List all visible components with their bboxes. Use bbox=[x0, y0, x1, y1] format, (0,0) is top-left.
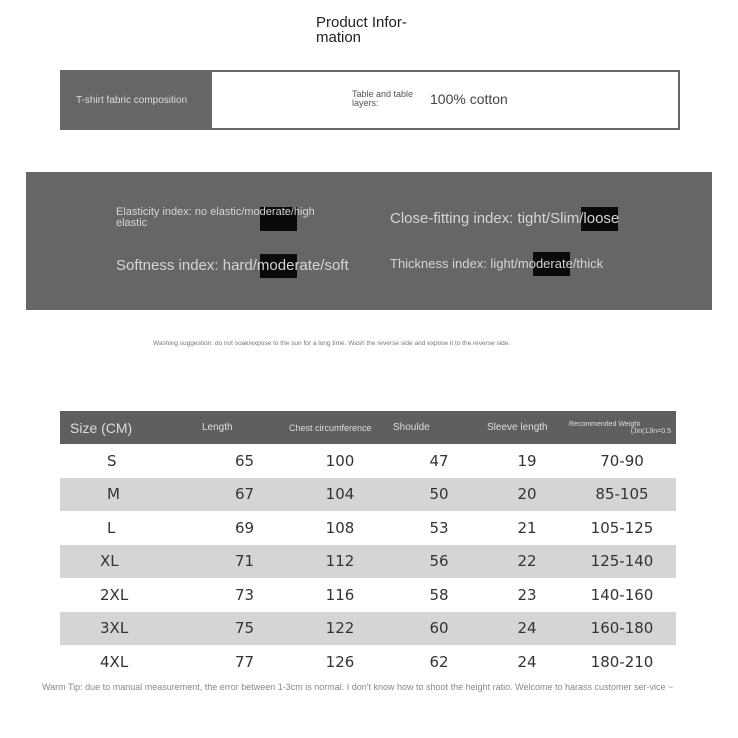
elasticity-index: Elasticity index: no elastic/moderate/high elastic bbox=[116, 206, 315, 229]
close-fitting-index: Close-fitting index: tight/Slim/loose bbox=[390, 210, 620, 227]
fabric-composition-box bbox=[60, 70, 680, 130]
table-cell: 4XL bbox=[100, 652, 129, 671]
table-cell: 24 bbox=[486, 612, 568, 646]
table-cell: 21 bbox=[517, 518, 537, 537]
table-cell: 62 bbox=[429, 652, 449, 671]
table-header bbox=[60, 411, 676, 444]
table-cell: 75 bbox=[201, 612, 288, 646]
table-cell: 19 bbox=[517, 451, 537, 470]
index-panel bbox=[26, 172, 712, 310]
table-cell: 160-180 bbox=[568, 612, 676, 646]
table-cell: 104 bbox=[288, 478, 392, 512]
table-cell: 47 bbox=[429, 451, 449, 470]
table-cell: 2XL bbox=[100, 585, 129, 604]
table-cell: 67 bbox=[201, 478, 288, 512]
table-cell: 122 bbox=[288, 612, 392, 646]
table-cell: 70-90 bbox=[600, 451, 644, 470]
table-row bbox=[60, 478, 676, 512]
size-table bbox=[60, 411, 676, 679]
table-cell: 23 bbox=[517, 585, 537, 604]
warm-tip: Warm Tip: due to manual measurement, the error between 1-3cm is normal. I don't know how to shoot the height ratio. Welcome to harass customer ser-vice ~ bbox=[42, 682, 674, 692]
table-cell: 77 bbox=[234, 652, 255, 671]
table-cell: 60 bbox=[392, 612, 486, 646]
table-cell: S bbox=[107, 451, 117, 470]
table-cell: 85-105 bbox=[568, 478, 676, 512]
table-row bbox=[60, 444, 676, 478]
header-weight: Recommended Weight (Jin(1Jin=0.5 bbox=[568, 411, 676, 444]
table-row bbox=[60, 545, 676, 579]
fabric-label: T-shirt fabric composition bbox=[62, 72, 212, 128]
table-row bbox=[60, 645, 676, 679]
table-cell: 50 bbox=[392, 478, 486, 512]
table-cell: 65 bbox=[234, 451, 255, 470]
table-cell: 3XL bbox=[60, 612, 201, 646]
table-cell: M bbox=[60, 478, 201, 512]
table-cell: 116 bbox=[325, 585, 355, 604]
table-cell: XL bbox=[60, 545, 201, 579]
table-cell: L bbox=[107, 518, 116, 537]
table-cell: 69 bbox=[234, 518, 255, 537]
table-row bbox=[60, 612, 676, 646]
table-cell: 112 bbox=[288, 545, 392, 579]
table-cell: 105-125 bbox=[590, 518, 654, 537]
table-cell: 53 bbox=[429, 518, 449, 537]
table-cell: 100 bbox=[325, 451, 355, 470]
table-cell: 71 bbox=[201, 545, 288, 579]
table-cell: 126 bbox=[325, 652, 355, 671]
header-sleeve: Sleeve length bbox=[486, 411, 568, 444]
thickness-index: Thickness index: light/moderate/thick bbox=[390, 256, 604, 271]
table-cell: 73 bbox=[234, 585, 255, 604]
header-shoulder: Shoulde bbox=[392, 411, 486, 444]
table-cell: 140-160 bbox=[590, 585, 654, 604]
page-title: Product Infor- mation bbox=[316, 14, 407, 46]
softness-index: Softness index: hard/moderate/soft bbox=[116, 257, 349, 274]
table-cell: 24 bbox=[517, 652, 537, 671]
fabric-value: 100% cotton bbox=[430, 91, 508, 107]
header-size: Size (CM) bbox=[60, 411, 201, 444]
header-chest: Chest circumference bbox=[288, 411, 392, 444]
table-cell: 108 bbox=[325, 518, 355, 537]
table-row bbox=[60, 511, 676, 545]
header-length: Length bbox=[201, 411, 288, 444]
table-cell: 22 bbox=[486, 545, 568, 579]
table-row bbox=[60, 578, 676, 612]
table-cell: 125-140 bbox=[568, 545, 676, 579]
table-layers-label: Table and table layers: bbox=[352, 89, 414, 108]
washing-suggestion: Washing suggestion: do not soak/expose to the sun for a long time. Wash the reverse side and expose it to the reverse side. bbox=[153, 340, 511, 347]
table-cell: 56 bbox=[392, 545, 486, 579]
table-cell: 180-210 bbox=[590, 652, 654, 671]
table-cell: 20 bbox=[486, 478, 568, 512]
table-cell: 58 bbox=[429, 585, 449, 604]
